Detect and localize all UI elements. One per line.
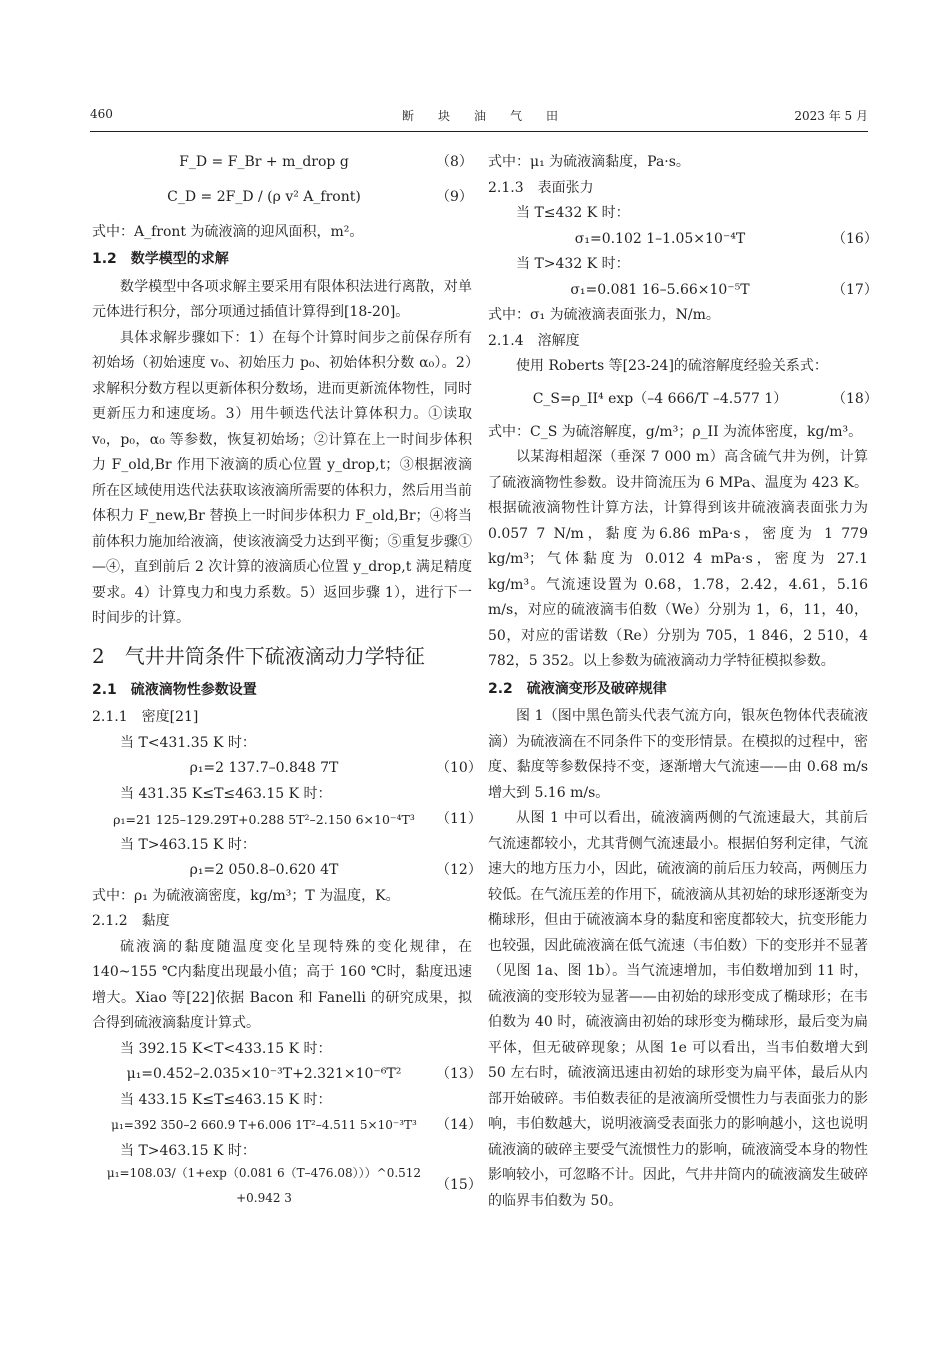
section-2-1-4-heading: 2.1.4 溶解度 bbox=[488, 332, 580, 349]
density-note: 式中：ρ₁ 为硫液滴密度，kg/m³；T 为温度，K。 bbox=[92, 887, 400, 904]
header-rule bbox=[90, 131, 868, 132]
journal-title: 断 块 油 气 田 bbox=[401, 109, 558, 123]
equation-8: F_D = F_Br + m_drop g （8） bbox=[179, 154, 473, 170]
surface-tension-note: 式中：σ₁ 为硫液滴表面张力，N/m。 bbox=[488, 307, 720, 323]
condition-10: 当 T<431.35 K 时： bbox=[120, 734, 256, 751]
equation-15: μ₁=108.03/（1+exp（0.081 6（T–476.08）））^0.512 +0.942 3 （15） bbox=[106, 1165, 482, 1205]
section-2-1-3-heading: 2.1.3 表面张力 bbox=[488, 179, 594, 196]
paragraph-1: 数学模型中各项求解主要采用有限体积法进行离散，对单元体进行积分，部分项通过插值计算得到[18-20]。 bbox=[92, 278, 472, 320]
section-2-1-heading: 2.1 硫液滴物性参数设置 bbox=[92, 681, 257, 698]
condition-17: 当 T>432 K 时： bbox=[516, 256, 630, 272]
condition-12: 当 T>463.15 K 时： bbox=[120, 836, 256, 853]
equation-14: μ₁=392 350–2 660.9 T+6.006 1T²–4.511 5×10⁻³T³ （14） bbox=[111, 1117, 482, 1133]
equation-18: C_S=ρ_II⁴ exp（–4 666/T –4.577 1） （18） bbox=[532, 390, 878, 407]
condition-11: 当 431.35 K≤T≤463.15 K 时： bbox=[120, 785, 332, 802]
equation-12: ρ₁=2 050.8–0.620 4T （12） bbox=[189, 862, 482, 878]
condition-14: 当 433.15 K≤T≤463.15 K 时： bbox=[120, 1091, 332, 1108]
page-number: 460 bbox=[90, 107, 113, 121]
section-2-2-heading: 2.2 硫液滴变形及破碎规律 bbox=[488, 680, 667, 697]
equation-16: σ₁=0.102 1–1.05×10⁻⁴T （16） bbox=[574, 230, 878, 247]
paragraph-4: 以某海相超深（垂深 7 000 m）高含硫气井为例，计算了硫液滴物性参数。设井筒流压为 6 MPa、温度为 423 K。根据硫液滴物性计算方法，计算得到该井硫液滴表面张力为 0.057 7 N/m，黏度为6.86 mPa·s，密度为 1 779 kg/m³；气体黏度为 0.012 4 mPa·s，密度为 27.1 kg/m³。气流速设置为 0.68，1.78，2.42，4.61，5.16 m/s，对应的硫液滴韦伯数（We）分别为 1，6，11，40，50，对应的雷诺数（Re）分别为 705，1 846，2 510，4 782，5 352。以上参数为硫液滴动力学特征模拟参数。 bbox=[488, 449, 868, 669]
section-2-1-2-heading: 2.1.2 黏度 bbox=[92, 913, 170, 929]
equation-13: μ₁=0.452–2.035×10⁻³T+2.321×10⁻⁶T² （13） bbox=[126, 1066, 482, 1082]
condition-15: 当 T>463.15 K 时： bbox=[120, 1142, 256, 1159]
paragraph-5: 图 1（图中黑色箭头代表气流方向，银灰色物体代表硫液滴）为硫液滴在不同条件下的变形情景。在模拟的过程中，密度、黏度等参数保持不变，逐渐增大气流速——由 0.68 m/s 增大到 5.16 m/s。 bbox=[488, 708, 868, 801]
condition-13: 当 392.15 K<T<433.15 K 时： bbox=[120, 1040, 332, 1057]
section-2-1-1-heading: 2.1.1 密度[21] bbox=[92, 709, 199, 725]
viscosity-note: 式中：μ₁ 为硫液滴黏度，Pa·s。 bbox=[488, 154, 690, 170]
eq9-note: 式中：A_front 为硫液滴的迎风面积，m²。 bbox=[92, 223, 364, 240]
condition-16: 当 T≤432 K 时： bbox=[516, 205, 630, 221]
issue-date: 2023 年 5 月 bbox=[794, 109, 868, 123]
equation-11: ρ₁=21 125–129.29T+0.288 5T²–2.150 6×10⁻⁴T³ （11） bbox=[113, 811, 482, 827]
equation-10: ρ₁=2 137.7–0.848 7T （10） bbox=[189, 760, 482, 776]
roberts-intro: 使用 Roberts 等[23-24]的硫溶解度经验关系式： bbox=[516, 358, 828, 374]
paragraph-2: 具体求解步骤如下：1）在每个计算时间步之前保存所有初始场（初始速度 v₀、初始压力 p₀、初始体积分数 α₀）。2）求解积分数方程以更新体积分数场，进而更新流体物性，同时更新压力和速度场。3）用牛顿迭代法计算体积力。①读取 v₀，p₀，α₀ 等参数，恢复初始场；②计算在上一时间步体积力 F_old,Br 作用下液滴的质心位置 y_drop,t；③根据液滴所在区域使用迭代法获取该液滴所需要的体积力，然后用当前体积力 F_new,Br 替换上一时间步体积力 F_old,Br；④将当前体积力施加给液滴，使该液滴受力达到平衡；⑤重复步骤①—④，直到前后 2 次计算的液滴质心位置 y_drop,t 满足精度要求。4）计算曳力和曳力系数。5）返回步骤 1），进行下一时间步的计算。 bbox=[92, 329, 472, 626]
right-column bbox=[488, 150, 878, 1214]
section-1-2-heading: 1.2 数学模型的求解 bbox=[92, 251, 229, 267]
paragraph-3: 硫液滴的黏度随温度变化呈现特殊的变化规律，在 140~155 ℃内黏度出现最小值；高于 160 ℃时，黏度迅速增大。Xiao 等[22]依据 Bacon 和 Fanelli 的研究成果，拟合得到硫液滴黏度计算式。 bbox=[92, 938, 472, 1031]
left-column bbox=[92, 150, 482, 1208]
equation-17: σ₁=0.081 16–5.66×10⁻⁵T （17） bbox=[570, 281, 878, 298]
section-2-heading: 2 气井井筒条件下硫液滴动力学特征 bbox=[92, 643, 425, 668]
solubility-note: 式中：C_S 为硫溶解度，g/m³；ρ_II 为流体密度，kg/m³。 bbox=[488, 423, 863, 440]
paragraph-6: 从图 1 中可以看出，硫液滴两侧的气流速最大，其前后气流速都较小，尤其背侧气流速最小。根据伯努利定律，气流速大的地方压力小，因此，硫液滴的前后压力较高，两侧压力较低。在气流压差的作用下，硫液滴从其初始的球形逐渐变为椭球形，但由于硫液滴本身的黏度和密度都较大，抗变形能力也较强，因此硫液滴在低气流速（韦伯数）下的变形并不显著（见图 1a、图 1b）。当气流速增加，韦伯数增加到 11 时，硫液滴的变形较为显著——由初始的球形变成了椭球形；在韦伯数为 40 时，硫液滴由初始的球形变为椭球形，最后变为扁平体，但无破碎现象；从图 1e 可以看出，当韦伯数增大到 50 左右时，硫液滴迅速由初始的球形变为扁平体，最后从内部开始破碎。韦伯数表征的是液滴所受惯性力与表面张力的影响，韦伯数越大，说明液滴受表面张力的影响越小，这也说明硫液滴的破碎主要受气流惯性力的影响，硫液滴受本身的物性影响较小，可忽略不计。因此，气井井筒内的硫液滴发生破碎的临界韦伯数为 50。 bbox=[488, 810, 868, 1209]
equation-9: C_D = 2F_D / (ρ v² A_front) （9） bbox=[167, 188, 473, 205]
